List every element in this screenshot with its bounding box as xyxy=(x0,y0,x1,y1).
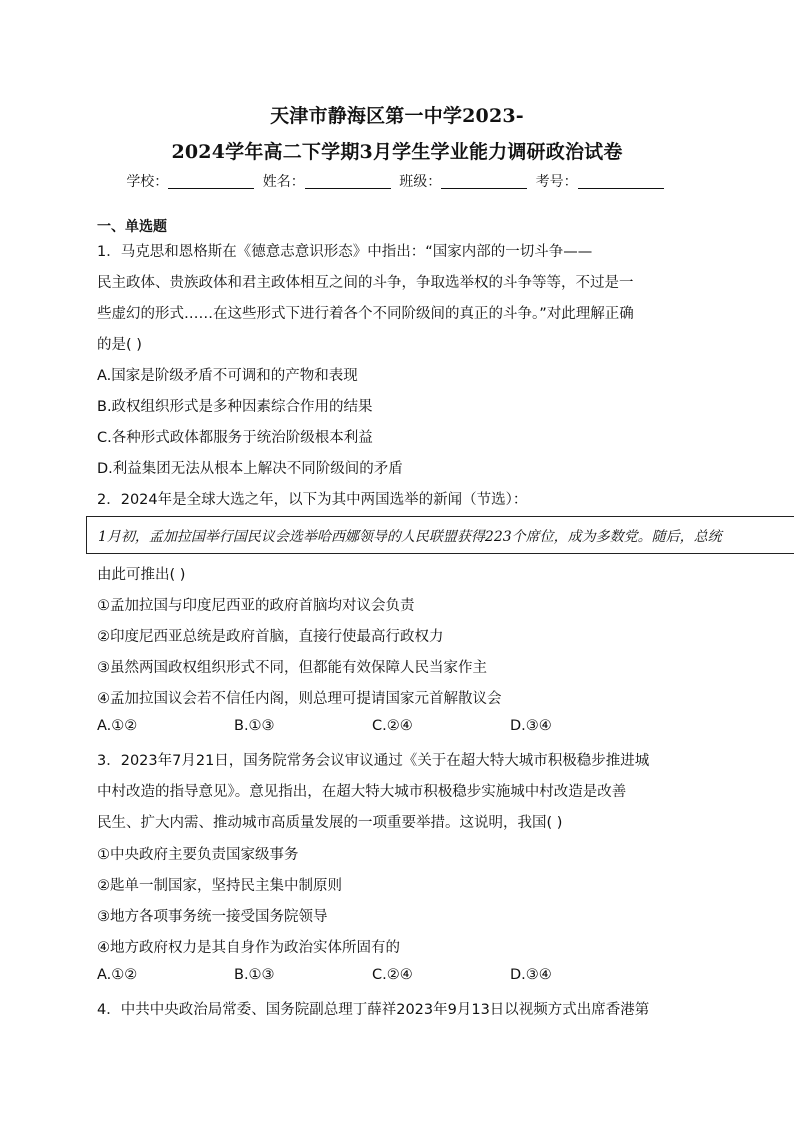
q1-stem-line: 些虚幻的形式……在这些形式下进行着各个不同阶级间的真正的斗争。”对此理解正确 xyxy=(97,306,634,322)
q2-option-c: C.②④ xyxy=(372,718,413,734)
q4-stem-line: 4．中共中央政治局常委、国务院副总理丁薛祥2023年9月13日以视频方式出席香港第 xyxy=(97,1002,650,1018)
exam-no-blank[interactable] xyxy=(578,174,664,189)
class-label: 班级： xyxy=(399,174,442,190)
q2-infer: 由此可推出( ) xyxy=(97,567,186,583)
q2-option-a: A.①② xyxy=(97,718,138,734)
q1-option-a: A.国家是阶级矛盾不可调和的产物和表现 xyxy=(97,368,358,384)
q3-statement-4: ④地方政府权力是其自身作为政治实体所固有的 xyxy=(97,940,400,956)
q2-news-text: 1月初，孟加拉国举行国民议会选举哈西娜领导的人民联盟获得223个席位，成为多数党。随后，总统 xyxy=(98,529,722,545)
exam-title-line2: 2024学年高二下学期3月学生学业能力调研政治试卷 xyxy=(171,141,623,163)
q2-news-box xyxy=(86,516,794,554)
q1-stem-line: 民主政体、贵族政体和君主政体相互之间的斗争，争取选举权的斗争等等，不过是一 xyxy=(97,275,634,291)
q2-stem: 2．2024年是全球大选之年，以下为其中两国选举的新闻（节选）： xyxy=(97,492,528,508)
q1-stem-line: 的是( ) xyxy=(97,337,142,353)
exam-title-line1: 天津市静海区第一中学2023- xyxy=(270,105,524,127)
q3-option-c: C.②④ xyxy=(372,967,413,983)
q3-statement-1: ①中央政府主要负责国家级事务 xyxy=(97,847,299,863)
q1-stem-line: 1．马克思和恩格斯在《德意志意识形态》中指出：“国家内部的一切斗争—— xyxy=(97,244,593,260)
q1-option-c: C.各种形式政体都服务于统治阶级根本利益 xyxy=(97,430,373,446)
exam-no-label: 考号： xyxy=(535,174,578,190)
q1-option-b: B.政权组织形式是多种因素综合作用的结果 xyxy=(97,399,373,415)
q2-option-d: D.③④ xyxy=(510,718,552,734)
q3-option-d: D.③④ xyxy=(510,967,552,983)
q2-statement-2: ②印度尼西亚总统是政府首脑，直接行使最高行政权力 xyxy=(97,629,444,645)
q2-statement-4: ④孟加拉国议会若不信任内阁，则总理可提请国家元首解散议会 xyxy=(97,691,502,707)
q1-option-d: D.利益集团无法从根本上解决不同阶级间的矛盾 xyxy=(97,461,403,477)
name-label: 姓名： xyxy=(262,174,305,190)
q2-statement-3: ③虽然两国政权组织形式不同，但都能有效保障人民当家作主 xyxy=(97,660,487,676)
student-info-line xyxy=(0,171,794,191)
q3-stem-line: 3．2023年7月21日，国务院常务会议审议通过《关于在超大特大城市积极稳步推进城 xyxy=(97,753,650,769)
school-blank[interactable] xyxy=(168,174,254,189)
school-label: 学校： xyxy=(126,174,169,190)
q3-statement-2: ②匙单一制国家，坚持民主集中制原则 xyxy=(97,878,342,894)
q3-option-a: A.①② xyxy=(97,967,138,983)
q3-statement-3: ③地方各项事务统一接受国务院领导 xyxy=(97,909,328,925)
q2-option-b: B.①③ xyxy=(234,718,275,734)
q3-option-b: B.①③ xyxy=(234,967,275,983)
q3-stem-line: 中村改造的指导意见》。意见指出，在超大特大城市积极稳步实施城中村改造是改善 xyxy=(97,784,627,800)
name-blank[interactable] xyxy=(305,174,391,189)
class-blank[interactable] xyxy=(441,174,527,189)
q2-statement-1: ①孟加拉国与印度尼西亚的政府首脑均对议会负责 xyxy=(97,598,415,614)
q3-stem-line: 民生、扩大内需、推动城市高质量发展的一项重要举措。这说明，我国( ) xyxy=(97,815,563,831)
section-title: 一、单选题 xyxy=(97,219,167,235)
